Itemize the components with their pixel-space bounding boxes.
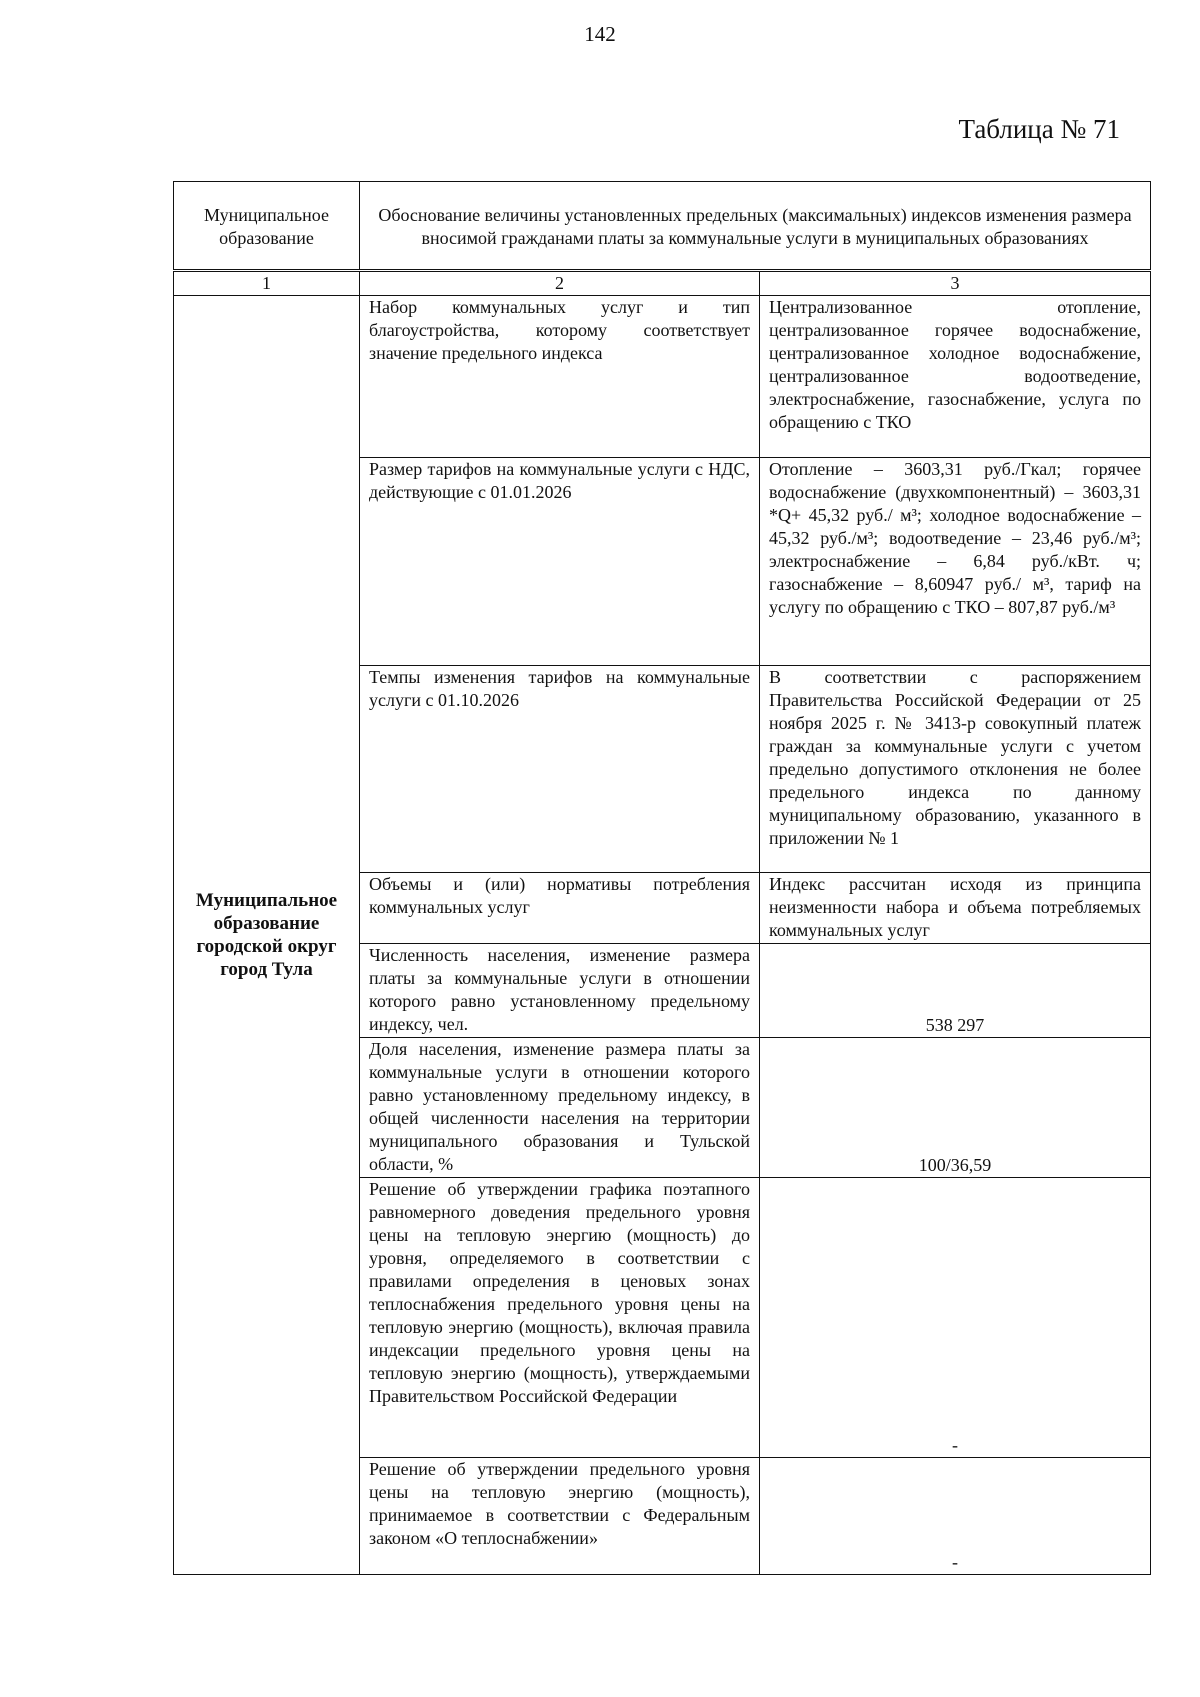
table-row [174,296,1151,458]
row-label: Численность населения, изменение размера платы за коммунальные услуги в отношении которого равно установленному предельному индексу, чел. [360,944,760,1038]
row-value: 538 297 [760,944,1151,1038]
column-number-1: 1 [174,272,360,296]
column-number-2: 2 [360,272,760,296]
table-caption: Таблица № 71 [958,114,1120,144]
header-table [173,181,1151,270]
row-label: Размер тарифов на коммунальные услуги с НДС, действующие с 01.01.2026 [360,458,760,666]
row-label: Темпы изменения тарифов на коммунальные услуги с 01.10.2026 [360,666,760,873]
header-col1: Муниципальное образование [174,182,360,270]
row-value: Централизованное отопление, централизованное горячее водоснабжение, централизованное холодное водоснабжение, централизованное водоотведение, электроснабжение, газоснабжение, услуга по обращению с ТКО [760,296,1151,458]
row-value: В соответствии с распоряжением Правительства Российской Федерации от 25 ноября 2025 г. № 3413-р совокупный платеж граждан за коммунальные услуги с учетом предельно допустимого отклонения не более предельного индекса по данному муниципальному образованию, указанного в приложении № 1 [760,666,1151,873]
row-label: Объемы и (или) нормативы потребления коммунальных услуг [360,873,760,944]
row-label: Доля населения, изменение размера платы за коммунальные услуги в отношении которого равно установленному предельному индексу, в общей численности населения на территории муниципального образования и Тульской области, % [360,1038,760,1178]
page-number: 142 [584,22,616,46]
row-value: Индекс рассчитан исходя из принципа неизменности набора и объема потребляемых коммунальных услуг [760,873,1151,944]
column-number-3: 3 [760,272,1151,296]
row-label: Решение об утверждении предельного уровня цены на тепловую энергию (мощность), принимаемое в соответствии с Федеральным законом «О теплоснабжении» [360,1458,760,1575]
row-value: - [760,1178,1151,1458]
row-label: Решение об утверждении графика поэтапного равномерного доведения предельного уровня цены на тепловую энергию (мощность) до уровня, определяемого в соответствии с правилами определения в ценовых зонах теплоснабжения предельного уровня цены на тепловую энергию (мощность), включая правила индексации предельного уровня цены на тепловую энергию (мощность), утверждаемыми Правительством Российской Федерации [360,1178,760,1458]
municipality-name: Муниципальное образование городской округ город Тула [174,296,360,1575]
row-value: Отопление – 3603,31 руб./Гкал; горячее водоснабжение (двухкомпонентный) – 3603,31 *Q+ 45,32 руб./ м³; холодное водоснабжение – 45,32 руб./м³; водоотведение – 23,46 руб./м³; электроснабжение – 6,84 руб./кВт. ч; газоснабжение – 8,60947 руб./ м³, тариф на услугу по обращению с ТКО – 807,87 руб./м³ [760,458,1151,666]
header-col2: Обоснование величины установленных предельных (максимальных) индексов изменения размера вносимой гражданами платы за коммунальные услуги в муниципальных образованиях [360,182,1151,270]
row-label: Набор коммунальных услуг и тип благоустройства, которому соответствует значение предельного индекса [360,296,760,458]
row-value: 100/36,59 [760,1038,1151,1178]
justification-table [173,271,1151,1575]
row-value: - [760,1458,1151,1575]
